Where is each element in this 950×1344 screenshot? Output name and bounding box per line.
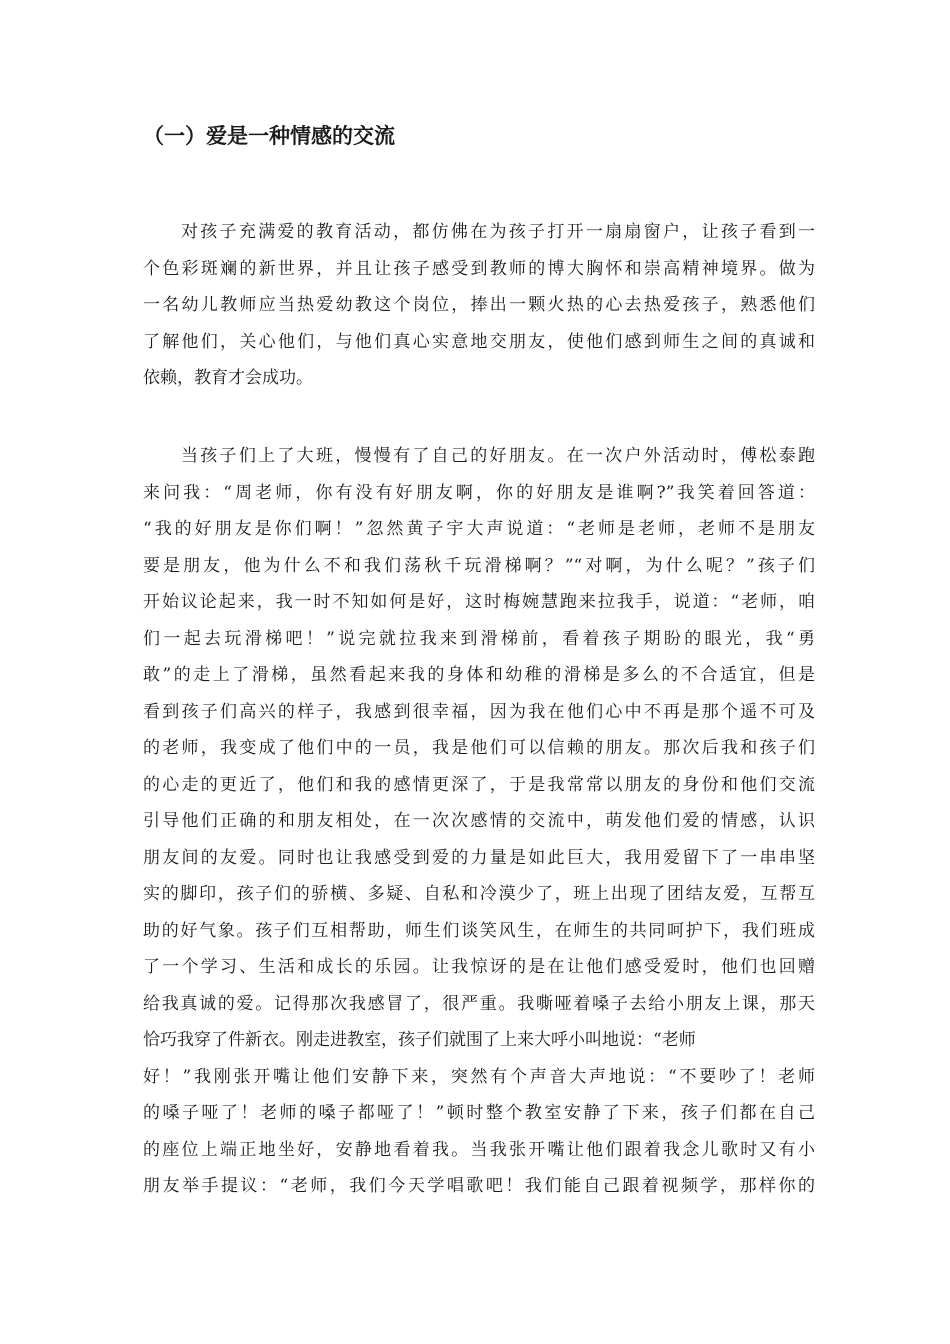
section-heading: （一）爱是一种情感的交流 xyxy=(143,123,395,148)
paragraph-line: 引导他们正确的和朋友相处，在一次次感情的交流中，萌发他们爱的情感，认识 xyxy=(143,811,815,831)
paragraph-line: 了一个学习、生活和成长的乐园。让我惊讶的是在让他们感受爱时，他们也回赠 xyxy=(143,957,815,977)
paragraph-line: 好！”我刚张开嘴让他们安静下来，突然有个声音大声地说：“不要吵了！老师 xyxy=(143,1066,815,1087)
paragraph-line: 们一起去玩滑梯吧！”说完就拉我来到滑梯前，看着孩子期盼的眼光，我“勇 xyxy=(143,628,815,649)
paragraph-line: 的老师，我变成了他们中的一员，我是他们可以信赖的朋友。那次后我和孩子们 xyxy=(143,738,815,758)
paragraph-line: 的嗓子哑了！老师的嗓子都哑了！”顿时整个教室安静了下来，孩子们都在自己 xyxy=(143,1103,815,1123)
paragraph-line: 的座位上端正地坐好，安静地看着我。当我张开嘴让他们跟着我念儿歌时又有小 xyxy=(143,1139,815,1160)
paragraph-line: 一名幼儿教师应当热爱幼教这个岗位，捧出一颗火热的心去热爱孩子，熟悉他们 xyxy=(143,295,815,315)
paragraph-line: 个色彩斑斓的新世界，并且让孩子感受到教师的博大胸怀和崇高精神境界。做为 xyxy=(143,258,815,279)
paragraph-line: 朋友间的友爱。同时也让我感受到爱的力量是如此巨大，我用爱留下了一串串坚 xyxy=(143,847,815,868)
paragraph-line: 依赖，教育才会成功。 xyxy=(143,368,313,388)
paragraph-line: 开始议论起来，我一时不知如何是好，这时梅婉慧跑来拉我手，说道：“老师，咱 xyxy=(143,592,815,612)
paragraph-line: 来问我：“周老师，你有没有好朋友啊，你的好朋友是谁啊?”我笑着回答道： xyxy=(143,482,815,503)
paragraph-2 xyxy=(143,438,815,1205)
paragraph-line: 朋友举手提议：“老师，我们今天学唱歌吧！我们能自己跟着视频学，那样你的 xyxy=(143,1176,815,1196)
paragraph-line: 实的脚印，孩子们的骄横、多疑、自私和冷漠少了，班上出现了团结友爱，互帮互 xyxy=(143,884,815,904)
paragraph-line: 对孩子充满爱的教育活动，都仿佛在为孩子打开一扇扇窗户，让孩子看到一 xyxy=(181,222,815,242)
paragraph-line: 敢”的走上了滑梯，虽然看起来我的身体和幼稚的滑梯是多么的不合适宜，但是 xyxy=(143,665,815,685)
paragraph-line: 给我真诚的爱。记得那次我感冒了，很严重。我嘶哑着嗓子去给小朋友上课，那天 xyxy=(143,993,815,1014)
paragraph-line: “我的好朋友是你们啊！”忽然黄子宇大声说道：“老师是老师，老师不是朋友 xyxy=(143,519,815,539)
paragraph-line: 要是朋友，他为什么不和我们荡秋千玩滑梯啊？”“对啊，为什么呢？”孩子们 xyxy=(143,555,815,576)
paragraph-line: 助的好气象。孩子们互相帮助，师生们谈笑风生，在师生的共同呵护下，我们班成 xyxy=(143,920,815,941)
paragraph-line: 了解他们，关心他们，与他们真心实意地交朋友，使他们感到师生之间的真诚和 xyxy=(143,331,815,352)
paragraph-1 xyxy=(143,214,815,397)
paragraph-line: 看到孩子们高兴的样子，我感到很幸福，因为我在他们心中不再是那个遥不可及 xyxy=(143,701,815,722)
paragraph-line: 当孩子们上了大班，慢慢有了自己的好朋友。在一次户外活动时，傅松泰跑 xyxy=(181,446,815,466)
paragraph-line: 恰巧我穿了件新衣。刚走进教室，孩子们就围了上来大呼小叫地说：“老师 xyxy=(143,1030,696,1050)
paragraph-line: 的心走的更近了，他们和我的感情更深了，于是我常常以朋友的身份和他们交流 xyxy=(143,774,815,795)
